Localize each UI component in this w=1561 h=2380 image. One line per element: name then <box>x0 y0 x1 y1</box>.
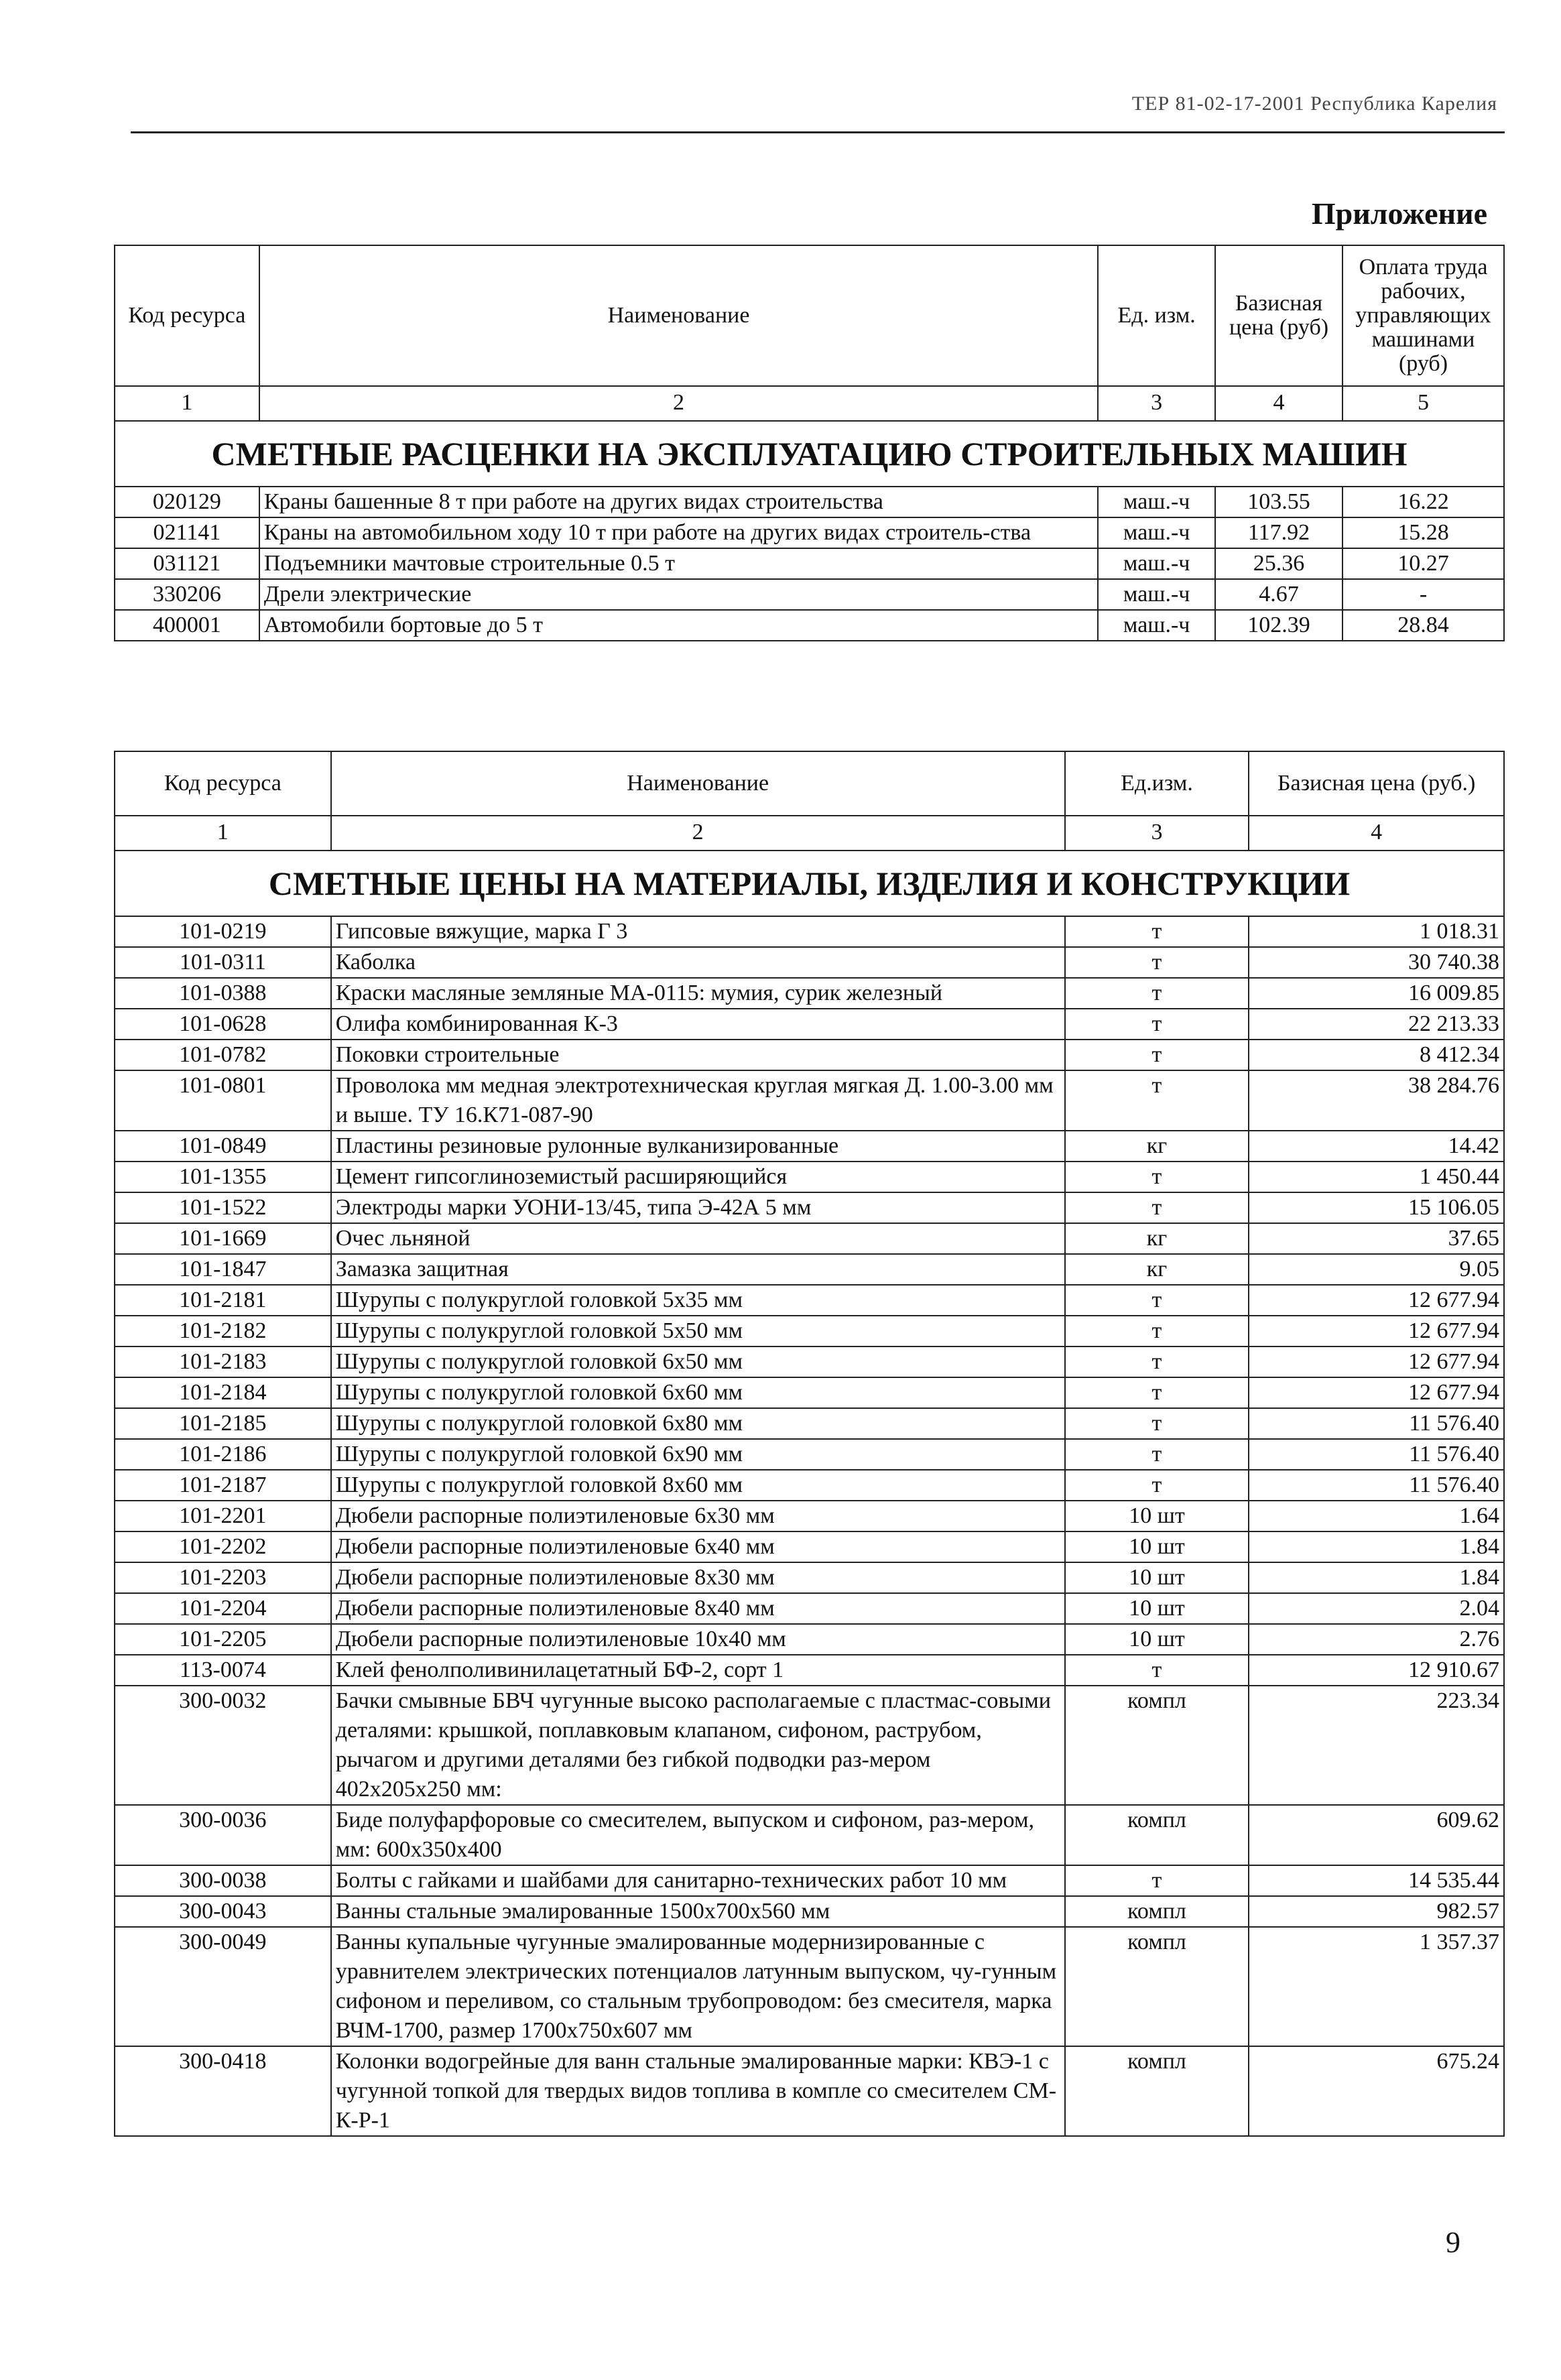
resource-name: Биде полуфарфоровые со смесителем, выпуском и сифоном, раз-мером, мм: 600х350х400 <box>331 1805 1065 1865</box>
table-row <box>115 1927 1504 2046</box>
base-price: 11 576.40 <box>1249 1408 1504 1439</box>
table-row <box>115 487 1504 517</box>
column-number: 1 <box>115 386 259 421</box>
resource-code: 101-0849 <box>115 1131 331 1162</box>
resource-code: 101-0219 <box>115 916 331 947</box>
base-price: 117.92 <box>1215 517 1343 548</box>
unit: маш.-ч <box>1098 517 1215 548</box>
column-number: 4 <box>1249 816 1504 851</box>
base-price: 1 450.44 <box>1249 1162 1504 1192</box>
resource-name: Шурупы с полукруглой головкой 6х60 мм <box>331 1377 1065 1408</box>
resource-name: Краски масляные земляные МА-0115: мумия, сурик железный <box>331 978 1065 1009</box>
machines-table <box>114 245 1505 641</box>
base-price: 102.39 <box>1215 610 1343 641</box>
unit: 10 шт <box>1065 1624 1249 1655</box>
resource-code: 101-2204 <box>115 1593 331 1624</box>
header-cell: Код ресурса <box>115 751 331 816</box>
unit: 10 шт <box>1065 1531 1249 1562</box>
table-row <box>115 1865 1504 1896</box>
table-row <box>115 1254 1504 1285</box>
resource-name: Ванны стальные эмалированные 1500х700х560 мм <box>331 1896 1065 1927</box>
resource-name: Гипсовые вяжущие, марка Г 3 <box>331 916 1065 947</box>
unit: компл <box>1065 1927 1249 2046</box>
unit: т <box>1065 1009 1249 1040</box>
unit: кг <box>1065 1223 1249 1254</box>
header-cell: Код ресурса <box>115 245 259 386</box>
table-row <box>115 1040 1504 1070</box>
resource-code: 300-0043 <box>115 1896 331 1927</box>
labor-cost: 10.27 <box>1343 548 1504 579</box>
table-row <box>115 1439 1504 1470</box>
resource-code: 101-1847 <box>115 1254 331 1285</box>
resource-name: Проволока мм медная электротехническая круглая мягкая Д. 1.00-3.00 мм и выше. ТУ 16.К71-087-90 <box>331 1070 1065 1131</box>
unit: т <box>1065 1192 1249 1223</box>
table-row <box>115 978 1504 1009</box>
unit: т <box>1065 1408 1249 1439</box>
unit: маш.-ч <box>1098 610 1215 641</box>
table-row <box>115 1285 1504 1316</box>
base-price: 8 412.34 <box>1249 1040 1504 1070</box>
base-price: 25.36 <box>1215 548 1343 579</box>
resource-code: 101-1669 <box>115 1223 331 1254</box>
base-price: 609.62 <box>1249 1805 1504 1865</box>
table-row <box>115 947 1504 978</box>
unit: маш.-ч <box>1098 487 1215 517</box>
unit: 10 шт <box>1065 1501 1249 1531</box>
resource-code: 113-0074 <box>115 1655 331 1686</box>
resource-name: Автомобили бортовые до 5 т <box>259 610 1098 641</box>
page-number: 9 <box>1446 2226 1460 2259</box>
resource-name: Болты с гайками и шайбами для санитарно-технических работ 10 мм <box>331 1865 1065 1896</box>
resource-code: 101-0628 <box>115 1009 331 1040</box>
base-price: 38 284.76 <box>1249 1070 1504 1131</box>
base-price: 2.76 <box>1249 1624 1504 1655</box>
table-row <box>115 1805 1504 1865</box>
column-number: 2 <box>331 816 1065 851</box>
base-price: 103.55 <box>1215 487 1343 517</box>
column-number-row <box>115 816 1504 851</box>
header-cell: Наименование <box>259 245 1098 386</box>
base-price: 11 576.40 <box>1249 1439 1504 1470</box>
labor-cost: - <box>1343 579 1504 610</box>
resource-name: Шурупы с полукруглой головкой 6х50 мм <box>331 1346 1065 1377</box>
labor-cost: 28.84 <box>1343 610 1504 641</box>
resource-code: 300-0036 <box>115 1805 331 1865</box>
resource-code: 400001 <box>115 610 259 641</box>
unit: т <box>1065 978 1249 1009</box>
section-row <box>115 851 1504 916</box>
resource-code: 101-2184 <box>115 1377 331 1408</box>
unit: 10 шт <box>1065 1562 1249 1593</box>
resource-code: 101-0311 <box>115 947 331 978</box>
resource-name: Краны башенные 8 т при работе на других видах строительства <box>259 487 1098 517</box>
table-row <box>115 1562 1504 1593</box>
column-number: 5 <box>1343 386 1504 421</box>
table-row <box>115 1896 1504 1927</box>
base-price: 12 910.67 <box>1249 1655 1504 1686</box>
table-row <box>115 1223 1504 1254</box>
column-number: 3 <box>1098 386 1215 421</box>
base-price: 12 677.94 <box>1249 1285 1504 1316</box>
unit: компл <box>1065 1896 1249 1927</box>
resource-code: 101-2186 <box>115 1439 331 1470</box>
table-row <box>115 1624 1504 1655</box>
resource-name: Ванны купальные чугунные эмалированные модернизированные с уравнителем электрических потенциалов латунным выпуском, чу-гунным сифоном и переливом, со стальным трубопроводом: без смесителя, марка ВЧМ-1700, размер 1700х750х607 мм <box>331 1927 1065 2046</box>
base-price: 12 677.94 <box>1249 1377 1504 1408</box>
header-cell: Оплата труда рабочих, управляющих машинами (руб) <box>1343 245 1504 386</box>
unit: т <box>1065 1439 1249 1470</box>
resource-name: Дрели электрические <box>259 579 1098 610</box>
table-row <box>115 1162 1504 1192</box>
header-cell: Базисная цена (руб) <box>1215 245 1343 386</box>
table-row <box>115 1346 1504 1377</box>
unit: т <box>1065 1040 1249 1070</box>
resource-name: Клей фенолполивинилацетатный БФ-2, сорт 1 <box>331 1655 1065 1686</box>
base-price: 30 740.38 <box>1249 947 1504 978</box>
base-price: 1.64 <box>1249 1501 1504 1531</box>
resource-code: 300-0418 <box>115 2046 331 2136</box>
base-price: 223.34 <box>1249 1686 1504 1805</box>
resource-name: Дюбели распорные полиэтиленовые 8х30 мм <box>331 1562 1065 1593</box>
base-price: 675.24 <box>1249 2046 1504 2136</box>
resource-name: Шурупы с полукруглой головкой 8х60 мм <box>331 1470 1065 1501</box>
resource-code: 300-0038 <box>115 1865 331 1896</box>
unit: т <box>1065 1470 1249 1501</box>
resource-name: Олифа комбинированная К-3 <box>331 1009 1065 1040</box>
unit: т <box>1065 916 1249 947</box>
materials-table <box>114 751 1505 2137</box>
table-row <box>115 1009 1504 1040</box>
resource-name: Пластины резиновые рулонные вулканизированные <box>331 1131 1065 1162</box>
column-number: 4 <box>1215 386 1343 421</box>
resource-name: Дюбели распорные полиэтиленовые 6х30 мм <box>331 1501 1065 1531</box>
table-row <box>115 1655 1504 1686</box>
resource-code: 020129 <box>115 487 259 517</box>
resource-name: Дюбели распорные полиэтиленовые 10х40 мм <box>331 1624 1065 1655</box>
base-price: 14.42 <box>1249 1131 1504 1162</box>
base-price: 2.04 <box>1249 1593 1504 1624</box>
resource-code: 101-0782 <box>115 1040 331 1070</box>
resource-code: 300-0049 <box>115 1927 331 2046</box>
labor-cost: 15.28 <box>1343 517 1504 548</box>
base-price: 1 018.31 <box>1249 916 1504 947</box>
resource-name: Краны на автомобильном ходу 10 т при работе на других видах строитель-ства <box>259 517 1098 548</box>
table-row <box>115 1531 1504 1562</box>
base-price: 12 677.94 <box>1249 1316 1504 1346</box>
resource-name: Шурупы с полукруглой головкой 6х90 мм <box>331 1439 1065 1470</box>
table-row <box>115 1593 1504 1624</box>
table-header-row <box>115 751 1504 816</box>
unit: т <box>1065 947 1249 978</box>
unit: маш.-ч <box>1098 579 1215 610</box>
base-price: 22 213.33 <box>1249 1009 1504 1040</box>
column-number: 1 <box>115 816 331 851</box>
resource-name: Шурупы с полукруглой головкой 5х35 мм <box>331 1285 1065 1316</box>
base-price: 16 009.85 <box>1249 978 1504 1009</box>
section-title: СМЕТНЫЕ ЦЕНЫ НА МАТЕРИАЛЫ, ИЗДЕЛИЯ И КОНСТРУКЦИИ <box>115 851 1504 916</box>
unit: т <box>1065 1655 1249 1686</box>
unit: т <box>1065 1865 1249 1896</box>
base-price: 1.84 <box>1249 1531 1504 1562</box>
resource-code: 101-0388 <box>115 978 331 1009</box>
table-row <box>115 548 1504 579</box>
unit: т <box>1065 1316 1249 1346</box>
unit: кг <box>1065 1254 1249 1285</box>
resource-code: 101-2205 <box>115 1624 331 1655</box>
table-row <box>115 1470 1504 1501</box>
resource-code: 330206 <box>115 579 259 610</box>
resource-name: Очес льняной <box>331 1223 1065 1254</box>
resource-name: Электроды марки УОНИ-13/45, типа Э-42А 5 мм <box>331 1192 1065 1223</box>
resource-code: 021141 <box>115 517 259 548</box>
table-row <box>115 1501 1504 1531</box>
table-row <box>115 517 1504 548</box>
unit: кг <box>1065 1131 1249 1162</box>
table-row <box>115 2046 1504 2136</box>
resource-code: 101-2185 <box>115 1408 331 1439</box>
resource-name: Каболка <box>331 947 1065 978</box>
header-cell: Наименование <box>331 751 1065 816</box>
base-price: 9.05 <box>1249 1254 1504 1285</box>
header-rule <box>131 131 1505 133</box>
resource-code: 101-2202 <box>115 1531 331 1562</box>
resource-name: Замазка защитная <box>331 1254 1065 1285</box>
resource-code: 101-2203 <box>115 1562 331 1593</box>
base-price: 11 576.40 <box>1249 1470 1504 1501</box>
resource-name: Колонки водогрейные для ванн стальные эмалированные марки: КВЭ-1 с чугунной топкой для твердых видов топлива в комплe со смесителем СМ-К-Р-1 <box>331 2046 1065 2136</box>
header-cell: Ед. изм. <box>1098 245 1215 386</box>
resource-name: Бачки смывные БВЧ чугунные высоко располагаемые с пластмас-совыми деталями: крышкой, поплавковым клапаном, сифоном, раструбом, рычагом и другими деталями без гибкой подводки раз-мером 402х205х250 мм: <box>331 1686 1065 1805</box>
base-price: 1 357.37 <box>1249 1927 1504 2046</box>
base-price: 982.57 <box>1249 1896 1504 1927</box>
resource-code: 101-2187 <box>115 1470 331 1501</box>
header-cell: Базисная цена (руб.) <box>1249 751 1504 816</box>
table-row <box>115 1408 1504 1439</box>
table-row <box>115 1377 1504 1408</box>
document-reference: ТЕР 81-02-17-2001 Республика Карелия <box>1131 92 1497 115</box>
resource-code: 101-2182 <box>115 1316 331 1346</box>
section-title: СМЕТНЫЕ РАСЦЕНКИ НА ЭКСПЛУАТАЦИЮ СТРОИТЕЛЬНЫХ МАШИН <box>115 421 1504 487</box>
resource-code: 300-0032 <box>115 1686 331 1805</box>
base-price: 37.65 <box>1249 1223 1504 1254</box>
base-price: 4.67 <box>1215 579 1343 610</box>
column-number: 3 <box>1065 816 1249 851</box>
resource-name: Поковки строительные <box>331 1040 1065 1070</box>
base-price: 1.84 <box>1249 1562 1504 1593</box>
unit: т <box>1065 1346 1249 1377</box>
resource-code: 101-2201 <box>115 1501 331 1531</box>
unit: т <box>1065 1377 1249 1408</box>
resource-code: 101-0801 <box>115 1070 331 1131</box>
table-header-row <box>115 245 1504 386</box>
base-price: 12 677.94 <box>1249 1346 1504 1377</box>
appendix-title: Приложение <box>1311 196 1487 231</box>
header-cell: Ед.изм. <box>1065 751 1249 816</box>
resource-name: Дюбели распорные полиэтиленовые 6х40 мм <box>331 1531 1065 1562</box>
column-number: 2 <box>259 386 1098 421</box>
resource-name: Шурупы с полукруглой головкой 6х80 мм <box>331 1408 1065 1439</box>
table-row <box>115 916 1504 947</box>
resource-code: 101-2183 <box>115 1346 331 1377</box>
base-price: 15 106.05 <box>1249 1192 1504 1223</box>
resource-name: Цемент гипсоглиноземистый расширяющийся <box>331 1162 1065 1192</box>
base-price: 14 535.44 <box>1249 1865 1504 1896</box>
section-row <box>115 421 1504 487</box>
unit: компл <box>1065 1686 1249 1805</box>
resource-code: 031121 <box>115 548 259 579</box>
table-row <box>115 1192 1504 1223</box>
table-row <box>115 1686 1504 1805</box>
table-row <box>115 1131 1504 1162</box>
unit: маш.-ч <box>1098 548 1215 579</box>
table-row <box>115 1316 1504 1346</box>
table-row <box>115 1070 1504 1131</box>
labor-cost: 16.22 <box>1343 487 1504 517</box>
resource-code: 101-1522 <box>115 1192 331 1223</box>
resource-name: Шурупы с полукруглой головкой 5х50 мм <box>331 1316 1065 1346</box>
unit: 10 шт <box>1065 1593 1249 1624</box>
unit: т <box>1065 1285 1249 1316</box>
resource-name: Дюбели распорные полиэтиленовые 8х40 мм <box>331 1593 1065 1624</box>
unit: компл <box>1065 2046 1249 2136</box>
resource-name: Подъемники мачтовые строительные 0.5 т <box>259 548 1098 579</box>
table-row <box>115 579 1504 610</box>
resource-code: 101-2181 <box>115 1285 331 1316</box>
unit: т <box>1065 1070 1249 1131</box>
unit: компл <box>1065 1805 1249 1865</box>
column-number-row <box>115 386 1504 421</box>
resource-code: 101-1355 <box>115 1162 331 1192</box>
unit: т <box>1065 1162 1249 1192</box>
table-row <box>115 610 1504 641</box>
